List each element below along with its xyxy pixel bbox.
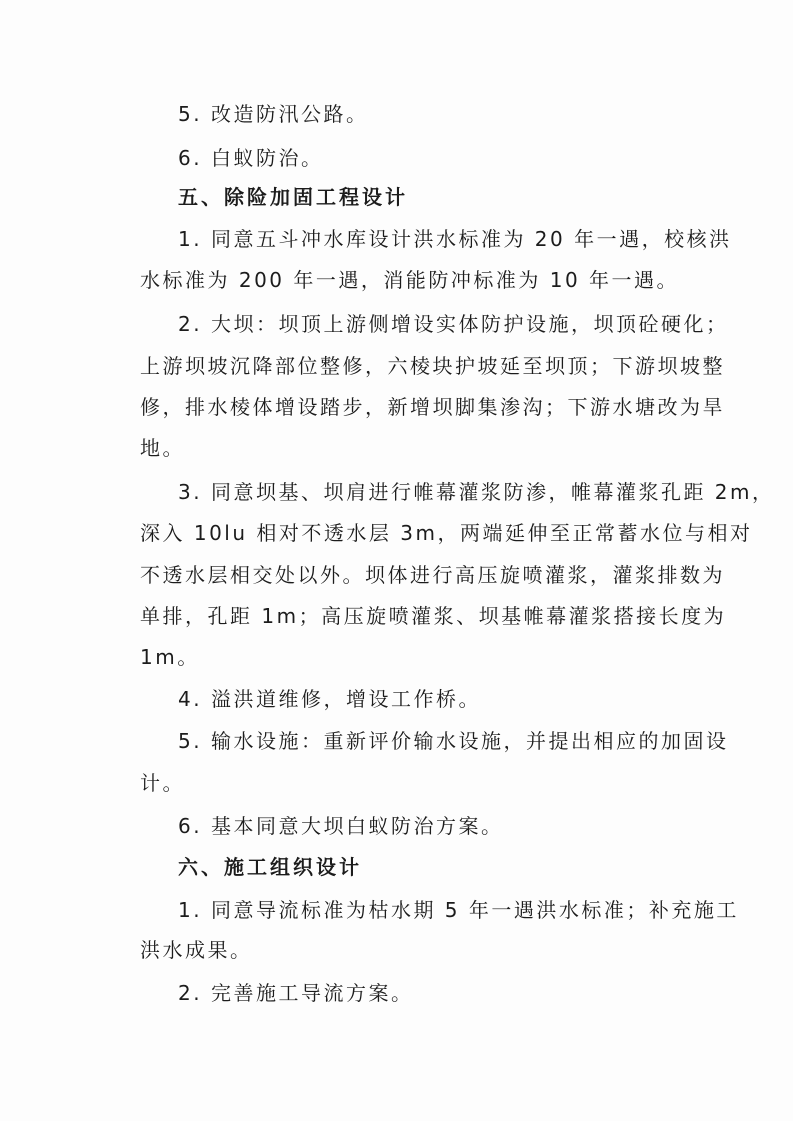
- paragraph-line: 6. 基本同意大坝白蚁防治方案。: [178, 814, 504, 838]
- paragraph-line: 1. 同意导流标准为枯水期 5 年一遇洪水标准；补充施工: [178, 898, 739, 922]
- section-heading-five: 五、除险加固工程设计: [178, 185, 408, 209]
- paragraph-line: 单排，孔距 1m；高压旋喷灌浆、坝基帷幕灌浆搭接长度为: [140, 604, 727, 628]
- paragraph-line: 洪水成果。: [140, 938, 253, 962]
- list-item-improve-flood-road: 5. 改造防汛公路。: [178, 102, 369, 126]
- paragraph-line: 不透水层相交处以外。坝体进行高压旋喷灌浆，灌浆排数为: [140, 563, 725, 587]
- paragraph-line: 1m。: [140, 645, 200, 669]
- paragraph-line: 水标准为 200 年一遇，消能防冲标准为 10 年一遇。: [140, 268, 680, 292]
- paragraph-line: 4. 溢洪道维修，增设工作桥。: [178, 687, 481, 711]
- paragraph-line: 1. 同意五斗冲水库设计洪水标准为 20 年一遇，校核洪: [178, 227, 732, 251]
- paragraph-line: 修，排水棱体增设踏步，新增坝脚集渗沟；下游水塘改为旱: [140, 395, 725, 419]
- paragraph-line: 地。: [140, 436, 185, 460]
- paragraph-line: 深入 10lu 相对不透水层 3m，两端延伸至正常蓄水位与相对: [140, 521, 753, 545]
- paragraph-line: 2. 大坝：坝顶上游侧增设实体防护设施，坝顶砼硬化；: [178, 312, 729, 336]
- section-heading-six: 六、施工组织设计: [178, 855, 362, 879]
- list-item-termite-control: 6. 白蚁防治。: [178, 146, 324, 170]
- paragraph-line: 3. 同意坝基、坝肩进行帷幕灌浆防渗，帷幕灌浆孔距 2m，: [178, 480, 775, 504]
- paragraph-line: 上游坝坡沉降部位整修，六棱块护坡延至坝顶；下游坝坡整: [140, 354, 725, 378]
- paragraph-line: 2. 完善施工导流方案。: [178, 981, 414, 1005]
- paragraph-line: 计。: [140, 771, 185, 795]
- paragraph-line: 5. 输水设施：重新评价输水设施，并提出相应的加固设: [178, 729, 729, 753]
